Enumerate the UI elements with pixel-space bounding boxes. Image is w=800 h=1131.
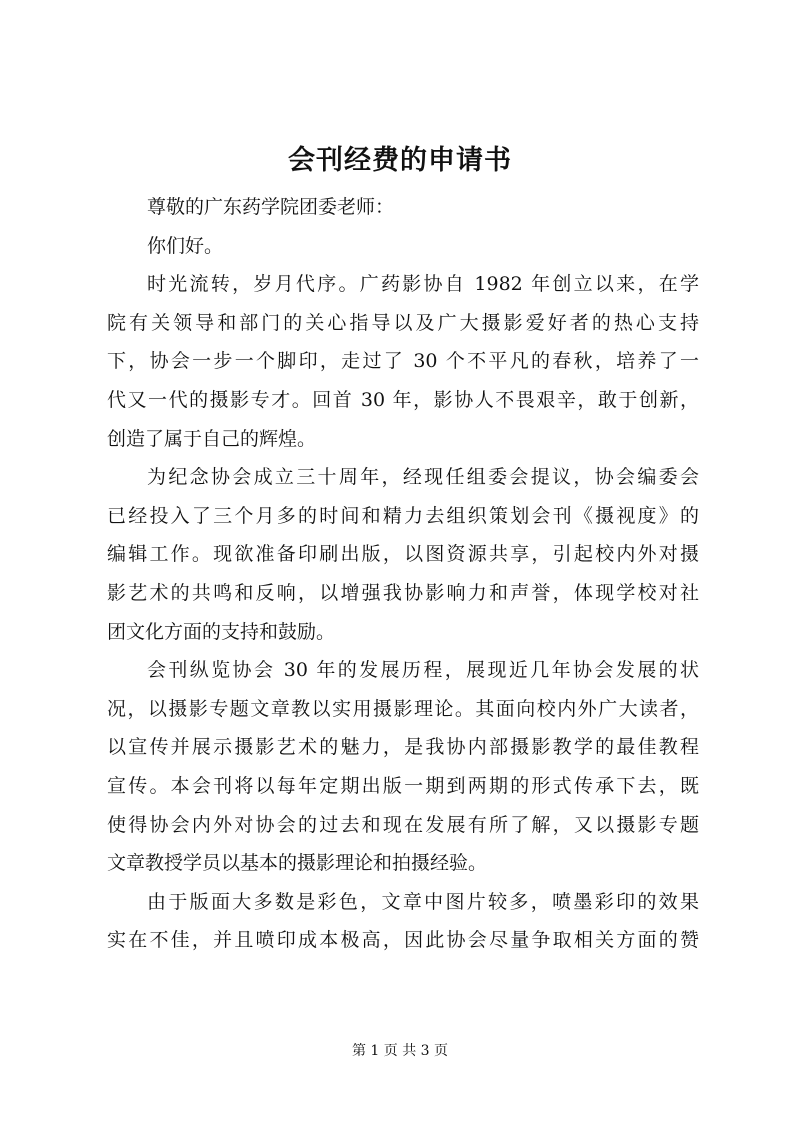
body-line: 实在不佳，并且喷印成本极高，因此协会尽量争取相关方面的赞 [107,929,699,952]
body-line: 尊敬的广东药学院团委老师： [147,196,395,218]
body-line: 况，以摄影专题文章教以实用摄影理论。其面向校内外广大读者， [107,697,699,720]
body-line: 团文化方面的支持和鼓励。 [107,620,336,643]
body-line: 已经投入了三个月多的时间和精力去组织策划会刊《摄视度》的 [107,504,699,527]
body-line: 为纪念协会成立三十周年，经现任组委会提议，协会编委会 [147,466,699,489]
body-line: 院有关领导和部门的关心指导以及广大摄影爱好者的热心支持 [107,311,699,334]
body-line: 代又一代的摄影专才。回首 30 年，影协人不畏艰辛，敢于创新， [107,388,699,411]
body-line: 文章教授学员以基本的摄影理论和拍摄经验。 [107,852,488,875]
body-line: 以宣传并展示摄影艺术的魅力，是我协内部摄影教学的最佳教程 [107,736,699,759]
page-footer: 第 1 页 共 3 页 [351,1043,449,1059]
body-line: 宣传。本会刊将以每年定期出版一期到两期的形式传承下去，既 [107,774,699,797]
body-line: 时光流转，岁月代序。广药影协自 1982 年创立以来，在学 [147,273,699,296]
body-line: 使得协会内外对协会的过去和现在发展有所了解，又以摄影专题 [107,813,699,836]
document-title: 会刊经费的申请书 [288,145,512,176]
body-line: 由于版面大多数是彩色，文章中图片较多，喷墨彩印的效果 [147,890,699,913]
body-line: 创造了属于自己的辉煌。 [107,427,317,450]
body-line: 会刊纵览协会 30 年的发展历程，展现近几年协会发展的状 [147,659,699,682]
document-body [107,188,699,960]
body-line: 影艺术的共鸣和反响，以增强我协影响力和声誉，体现学校对社 [107,581,699,604]
body-line: 下，协会一步一个脚印，走过了 30 个不平凡的春秋，培养了一 [107,350,699,373]
body-line: 编辑工作。现欲准备印刷出版，以图资源共享，引起校内外对摄 [107,543,699,566]
body-line: 你们好。 [147,234,224,257]
